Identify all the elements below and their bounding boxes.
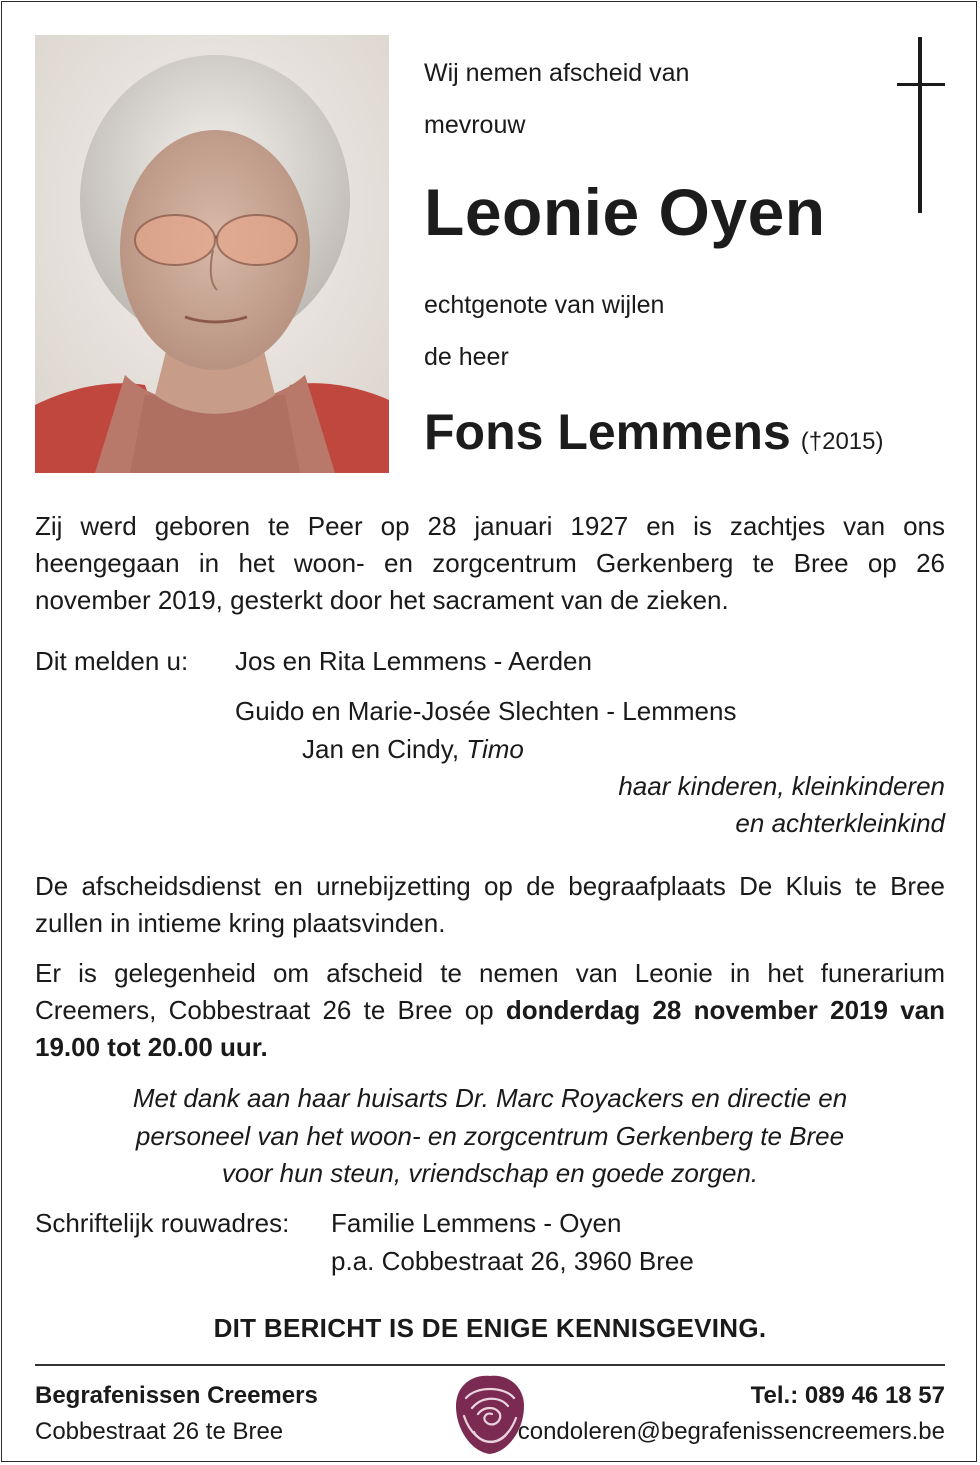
visit-text: Er is gelegenheid om afscheid te nemen van Leonie in het funerarium Creemers, Cobbestraat 26 te Bree op xyxy=(35,958,945,1025)
intro-line-2: mevrouw xyxy=(424,111,526,139)
thanks-line-2: personeel van het woon- en zorgcentrum Gerkenberg te Bree xyxy=(135,1121,845,1151)
role-line-1: haar kinderen, kleinkinderen xyxy=(618,771,945,801)
announcers-label: Dit melden u: xyxy=(35,646,189,676)
family-2: Guido en Marie-Josée Slechten - Lemmens xyxy=(235,696,737,726)
deceased-name: Leonie Oyen xyxy=(424,175,826,249)
birth-paragraph: Zij werd geboren te Peer op 28 januari 1927 en is zachtjes van ons heengegaan in het woon- en zorgcentrum Gerkenberg te Bree op 26 november 2019, gesterkt door het sacrament van de zieken. xyxy=(35,511,945,615)
company-email: condoleren@begrafenissencreemers.be xyxy=(517,1418,945,1445)
family-1: Jos en Rita Lemmens - Aerden xyxy=(235,646,592,676)
visit-date-time: donderdag 28 november 2019 van 19.00 tot 20.00 uur. xyxy=(35,995,945,1062)
footer-divider xyxy=(35,1364,945,1366)
grandchildren-line xyxy=(302,731,524,768)
thanks-line-1: Met dank aan haar huisarts Dr. Marc Royackers en directie en xyxy=(132,1083,848,1113)
cross-icon xyxy=(897,37,945,213)
rose-logo-icon xyxy=(452,1372,528,1458)
role-line-2: en achterkleinkind xyxy=(735,808,945,838)
spouse-intro-line-1: echtgenote van wijlen xyxy=(424,291,665,319)
portrait-photo xyxy=(35,35,389,473)
spouse-name-block xyxy=(424,402,883,472)
thanks-line-3: voor hun steun, vriendschap en goede zorgen. xyxy=(221,1158,759,1188)
spouse-intro-line-2: de heer xyxy=(424,343,509,371)
visit-paragraph xyxy=(35,955,945,1066)
ceremony-paragraph: De afscheidsdienst en urnebijzetting op de begraafplaats De Kluis te Bree zullen in intieme kring plaatsvinden. xyxy=(35,871,945,938)
address-line-1: Familie Lemmens - Oyen xyxy=(331,1208,622,1238)
address-line-2: p.a. Cobbestraat 26, 3960 Bree xyxy=(331,1246,694,1276)
great-grandchild: Timo xyxy=(466,734,524,764)
company-address: Cobbestraat 26 te Bree xyxy=(35,1418,284,1445)
notice: DIT BERICHT IS DE ENIGE KENNISGEVING. xyxy=(213,1313,767,1343)
intro-line-1: Wij nemen afscheid van xyxy=(424,59,690,87)
company-name: Begrafenissen Creemers xyxy=(35,1382,318,1409)
address-label: Schriftelijk rouwadres: xyxy=(35,1208,290,1238)
spouse-death-year: (†2015) xyxy=(800,428,884,455)
spouse-name: Fons Lemmens xyxy=(424,404,791,460)
company-phone: Tel.: 089 46 18 57 xyxy=(750,1382,945,1409)
grandchildren: Jan en Cindy, xyxy=(302,734,460,764)
